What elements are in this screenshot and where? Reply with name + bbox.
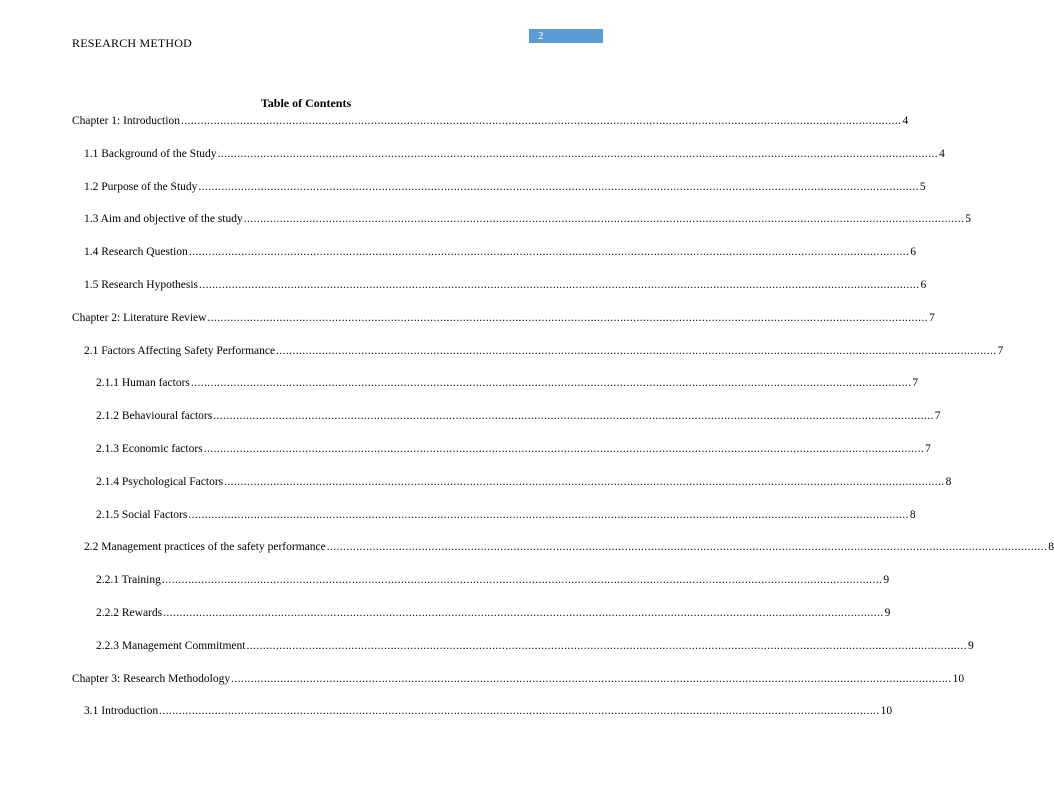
toc-entry[interactable] (96, 442, 931, 456)
toc-dot-leader: ............................................................................................................................................................................................................................ (180, 115, 902, 127)
toc-entry-label: 2.1.5 Social Factors (96, 508, 188, 521)
toc-heading: Table of Contents (260, 96, 352, 110)
toc-dot-leader: ............................................................................................................................................................................................................................ (198, 180, 919, 193)
toc-entry[interactable] (96, 573, 890, 587)
toc-entry-page: 6 (910, 246, 917, 259)
toc-entry-page: 7 (934, 410, 941, 423)
toc-entry-page: 7 (997, 344, 1004, 357)
toc-entry-page: 7 (912, 377, 919, 390)
toc-dot-leader: ............................................................................................................................................................................................................................ (159, 705, 880, 718)
toc-dot-leader: ............................................................................................................................................................................................................................ (276, 344, 997, 357)
toc-entry-page: 9 (967, 639, 974, 652)
toc-entry[interactable] (84, 540, 1054, 554)
toc-entry-page: 8 (909, 508, 916, 521)
toc-entry-label: 2.1.1 Human factors (96, 377, 190, 390)
toc-entry-label: Chapter 1: Introduction (72, 115, 180, 127)
toc-entry-label: 2.1.3 Economic factors (96, 443, 203, 455)
toc-entry[interactable] (96, 606, 891, 620)
toc-entry-page: 10 (952, 672, 965, 685)
toc-entry-label: Chapter 3: Research Methodology (72, 672, 231, 685)
toc-entry[interactable] (96, 409, 941, 423)
toc-entry-page: 6 (920, 279, 927, 291)
toc-entry-page: 8 (945, 475, 952, 488)
toc-entry-label: 1.1 Background of the Study (84, 147, 217, 160)
toc-entry-label: 2.2.2 Rewards (96, 607, 163, 619)
toc-entry-page: 8 (1048, 541, 1054, 554)
toc-entry-label: Chapter 2: Literature Review (72, 311, 207, 324)
toc-dot-leader: ............................................................................................................................................................................................................................ (231, 672, 952, 685)
toc-entry-page: 5 (919, 180, 926, 193)
toc-entry-page: 7 (925, 443, 931, 455)
toc-entry-page: 4 (939, 147, 945, 160)
toc-dot-leader: ............................................................................................................................................................................................................................ (161, 574, 883, 587)
toc-entry[interactable] (96, 475, 952, 489)
toc-entry-page: 9 (884, 607, 891, 619)
toc-entry[interactable] (84, 278, 927, 292)
toc-entry-page: 9 (883, 574, 890, 587)
toc-entry-label: 2.1.4 Psychological Factors (96, 475, 224, 488)
toc-entry-label: 2.2.3 Management Commitment (96, 639, 246, 652)
toc-dot-leader: ............................................................................................................................................................................................................................ (243, 213, 965, 226)
toc-entry[interactable] (96, 376, 919, 390)
toc-entry-label: 1.2 Purpose of the Study (84, 180, 198, 193)
toc-dot-leader: ............................................................................................................................................................................................................................ (199, 279, 920, 291)
toc-entry-label: 2.1 Factors Affecting Safety Performance (84, 344, 276, 357)
toc-entry[interactable] (72, 114, 909, 128)
toc-entry[interactable] (96, 639, 974, 653)
toc-entry[interactable] (84, 344, 1004, 358)
toc-entry-label: 3.1 Introduction (84, 705, 159, 718)
toc-entry[interactable] (72, 672, 965, 686)
toc-entry[interactable] (84, 147, 945, 161)
toc-dot-leader: ............................................................................................................................................................................................................................ (213, 410, 934, 423)
toc-dot-leader: ............................................................................................................................................................................................................................ (224, 475, 945, 488)
toc-dot-leader: ............................................................................................................................................................................................................................ (203, 443, 925, 455)
toc-entry-page: 5 (965, 213, 971, 226)
toc-entry[interactable] (72, 311, 935, 325)
toc-dot-leader: ............................................................................................................................................................................................................................ (190, 377, 912, 390)
toc-entry-page: 7 (928, 311, 935, 324)
toc-entry[interactable] (84, 704, 893, 718)
toc-entry-page: 10 (880, 705, 893, 718)
toc-dot-leader: ............................................................................................................................................................................................................................ (326, 541, 1048, 554)
running-header-title: RESEARCH METHOD (72, 36, 193, 50)
toc-entry-label: 1.4 Research Question (84, 246, 188, 259)
toc-entry[interactable] (96, 508, 916, 522)
toc-dot-leader: ............................................................................................................................................................................................................................ (246, 639, 967, 652)
toc-dot-leader: ............................................................................................................................................................................................................................ (163, 607, 884, 619)
toc-entry-label: 2.1.2 Behavioural factors (96, 410, 213, 423)
toc-entry[interactable] (84, 212, 971, 226)
toc-entry-label: 2.2.1 Training (96, 574, 161, 587)
toc-entry-label: 2.2 Management practices of the safety performance (84, 541, 326, 554)
toc-dot-leader: ............................................................................................................................................................................................................................ (188, 508, 909, 521)
toc-entry-label: 1.3 Aim and objective of the study (84, 213, 243, 226)
toc-dot-leader: ............................................................................................................................................................................................................................ (207, 311, 928, 324)
toc-entry[interactable] (84, 245, 917, 259)
toc-entry-label: 1.5 Research Hypothesis (84, 279, 199, 291)
toc-entry-page: 4 (902, 115, 909, 127)
toc-dot-leader: ............................................................................................................................................................................................................................ (217, 147, 939, 160)
toc-entry[interactable] (84, 180, 926, 194)
page-number-badge: 2 (529, 29, 603, 43)
toc-dot-leader: ............................................................................................................................................................................................................................ (188, 246, 910, 259)
